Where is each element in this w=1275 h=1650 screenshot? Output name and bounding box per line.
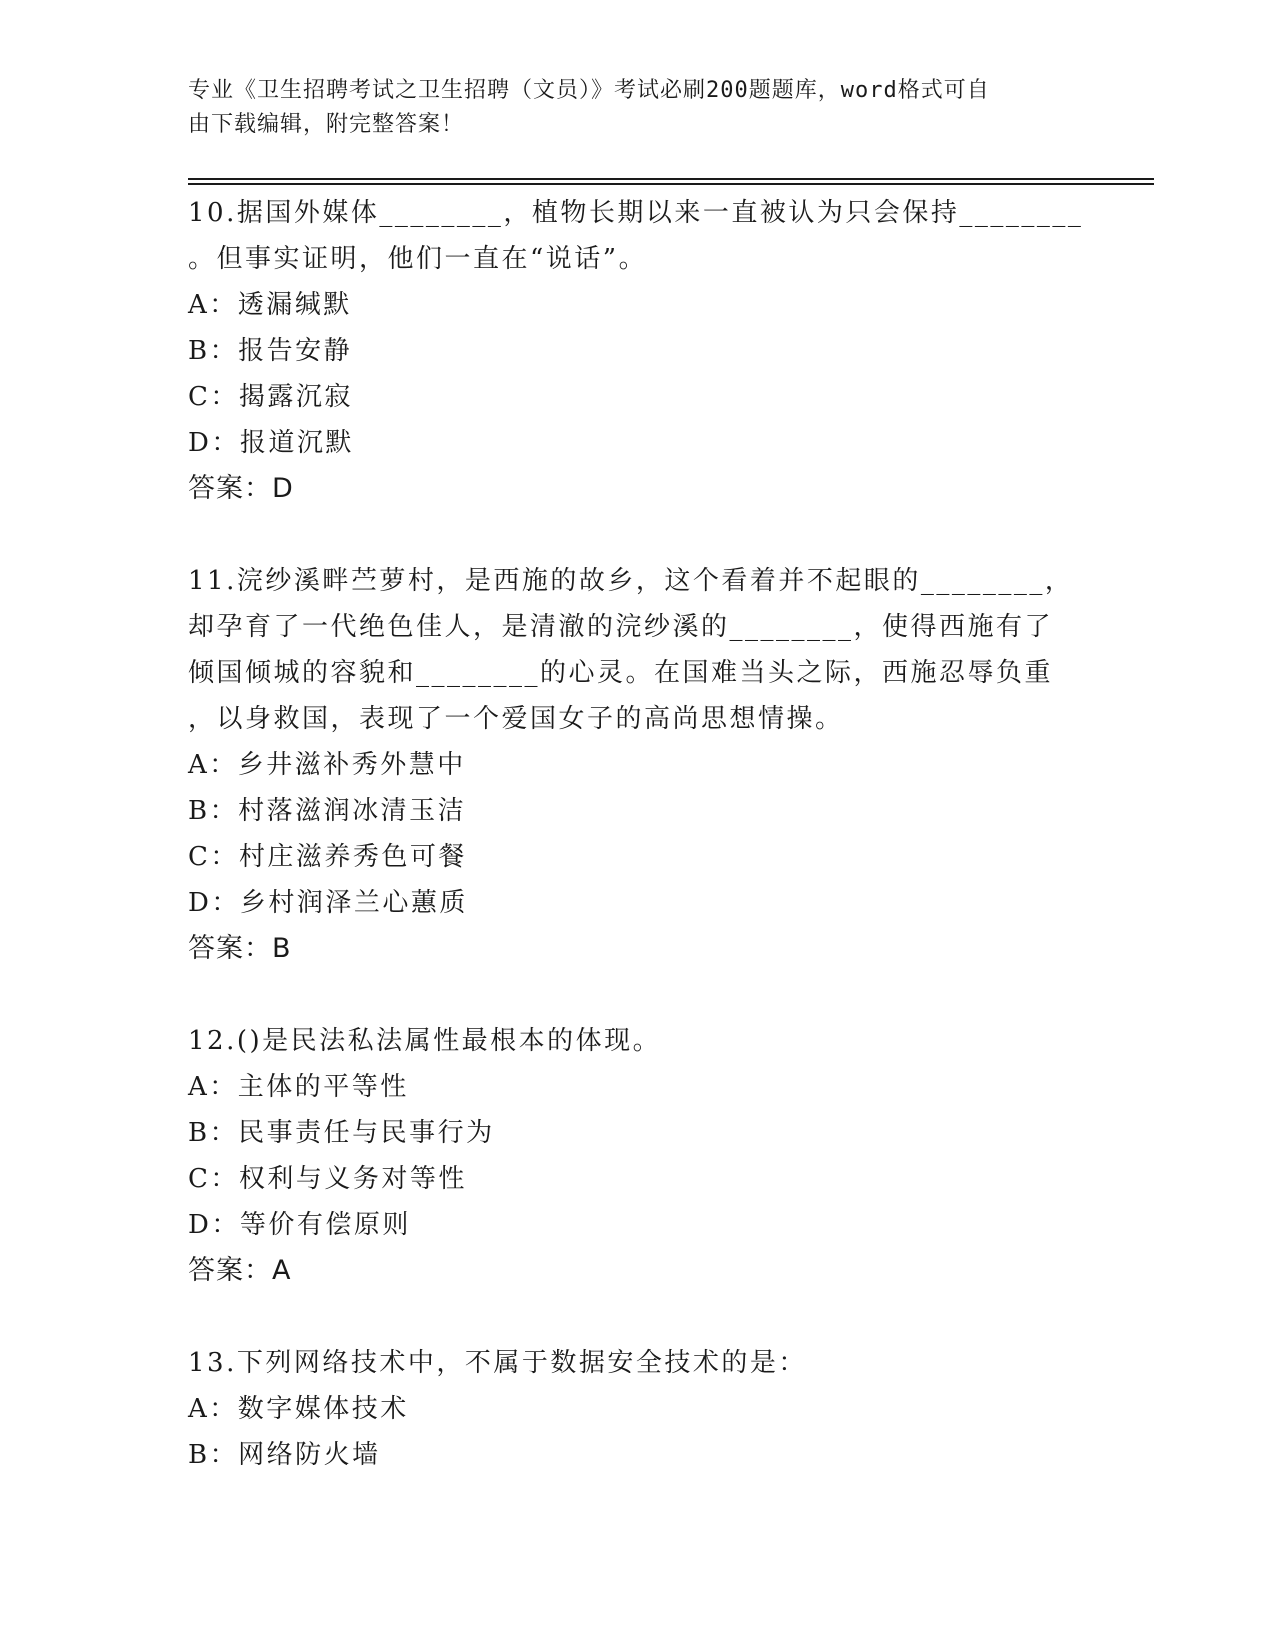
answer-option: D：报道沉默 [188, 428, 354, 458]
question-stem-line: 10.据国外媒体________，植物长期以来一直被认为只会保持________ [188, 198, 1084, 228]
question-stem-line: 。但事实证明，他们一直在“说话”。 [188, 244, 648, 274]
question-block [188, 190, 1088, 512]
answer-key: 答案：D [188, 473, 294, 504]
answer-option: A：数字媒体技术 [188, 1394, 409, 1424]
answer-option: B：民事责任与民事行为 [188, 1118, 495, 1148]
header-line-2: 由下载编辑，附完整答案！ [188, 112, 465, 137]
answer-option: C：权利与义务对等性 [188, 1164, 467, 1194]
question-stem-line: 却孕育了一代绝色佳人，是清澈的浣纱溪的________，使得西施有了 [188, 612, 1054, 642]
question-stem-line: 倾国倾城的容貌和________的心灵。在国难当头之际，西施忍辱负重 [188, 658, 1054, 688]
question-block [188, 1018, 1088, 1294]
answer-option: B：村落滋润冰清玉洁 [188, 796, 467, 826]
answer-option: A：主体的平等性 [188, 1072, 409, 1102]
header-rule-bottom [188, 183, 1154, 185]
answer-option: A：乡井滋补秀外慧中 [188, 750, 466, 780]
question-block [188, 1340, 1088, 1478]
question-stem-line: 13.下列网络技术中，不属于数据安全技术的是： [188, 1348, 807, 1378]
question-stem-line: ，以身救国，表现了一个爱国女子的高尚思想情操。 [188, 704, 844, 734]
answer-option: A：透漏缄默 [188, 290, 352, 320]
answer-option: B：网络防火墙 [188, 1440, 381, 1470]
answer-option: C：村庄滋养秀色可餐 [188, 842, 467, 872]
question-stem-line: 12.()是民法私法属性最根本的体现。 [188, 1026, 662, 1056]
answer-option: D：等价有偿原则 [188, 1210, 411, 1240]
answer-option: C：揭露沉寂 [188, 382, 353, 412]
question-list [188, 190, 1088, 1524]
question-stem-line: 11.浣纱溪畔苎萝村，是西施的故乡，这个看着并不起眼的________， [188, 566, 1074, 596]
header-rule-top [188, 178, 1154, 180]
answer-option: B：报告安静 [188, 336, 353, 366]
answer-option: D：乡村润泽兰心蕙质 [188, 888, 468, 918]
document-header [188, 74, 1088, 142]
answer-key: 答案：A [188, 1255, 292, 1286]
answer-key: 答案：B [188, 933, 292, 964]
question-block [188, 558, 1088, 972]
header-line-1: 专业《卫生招聘考试之卫生招聘（文员）》考试必刷200题题库，word格式可自 [188, 78, 990, 103]
